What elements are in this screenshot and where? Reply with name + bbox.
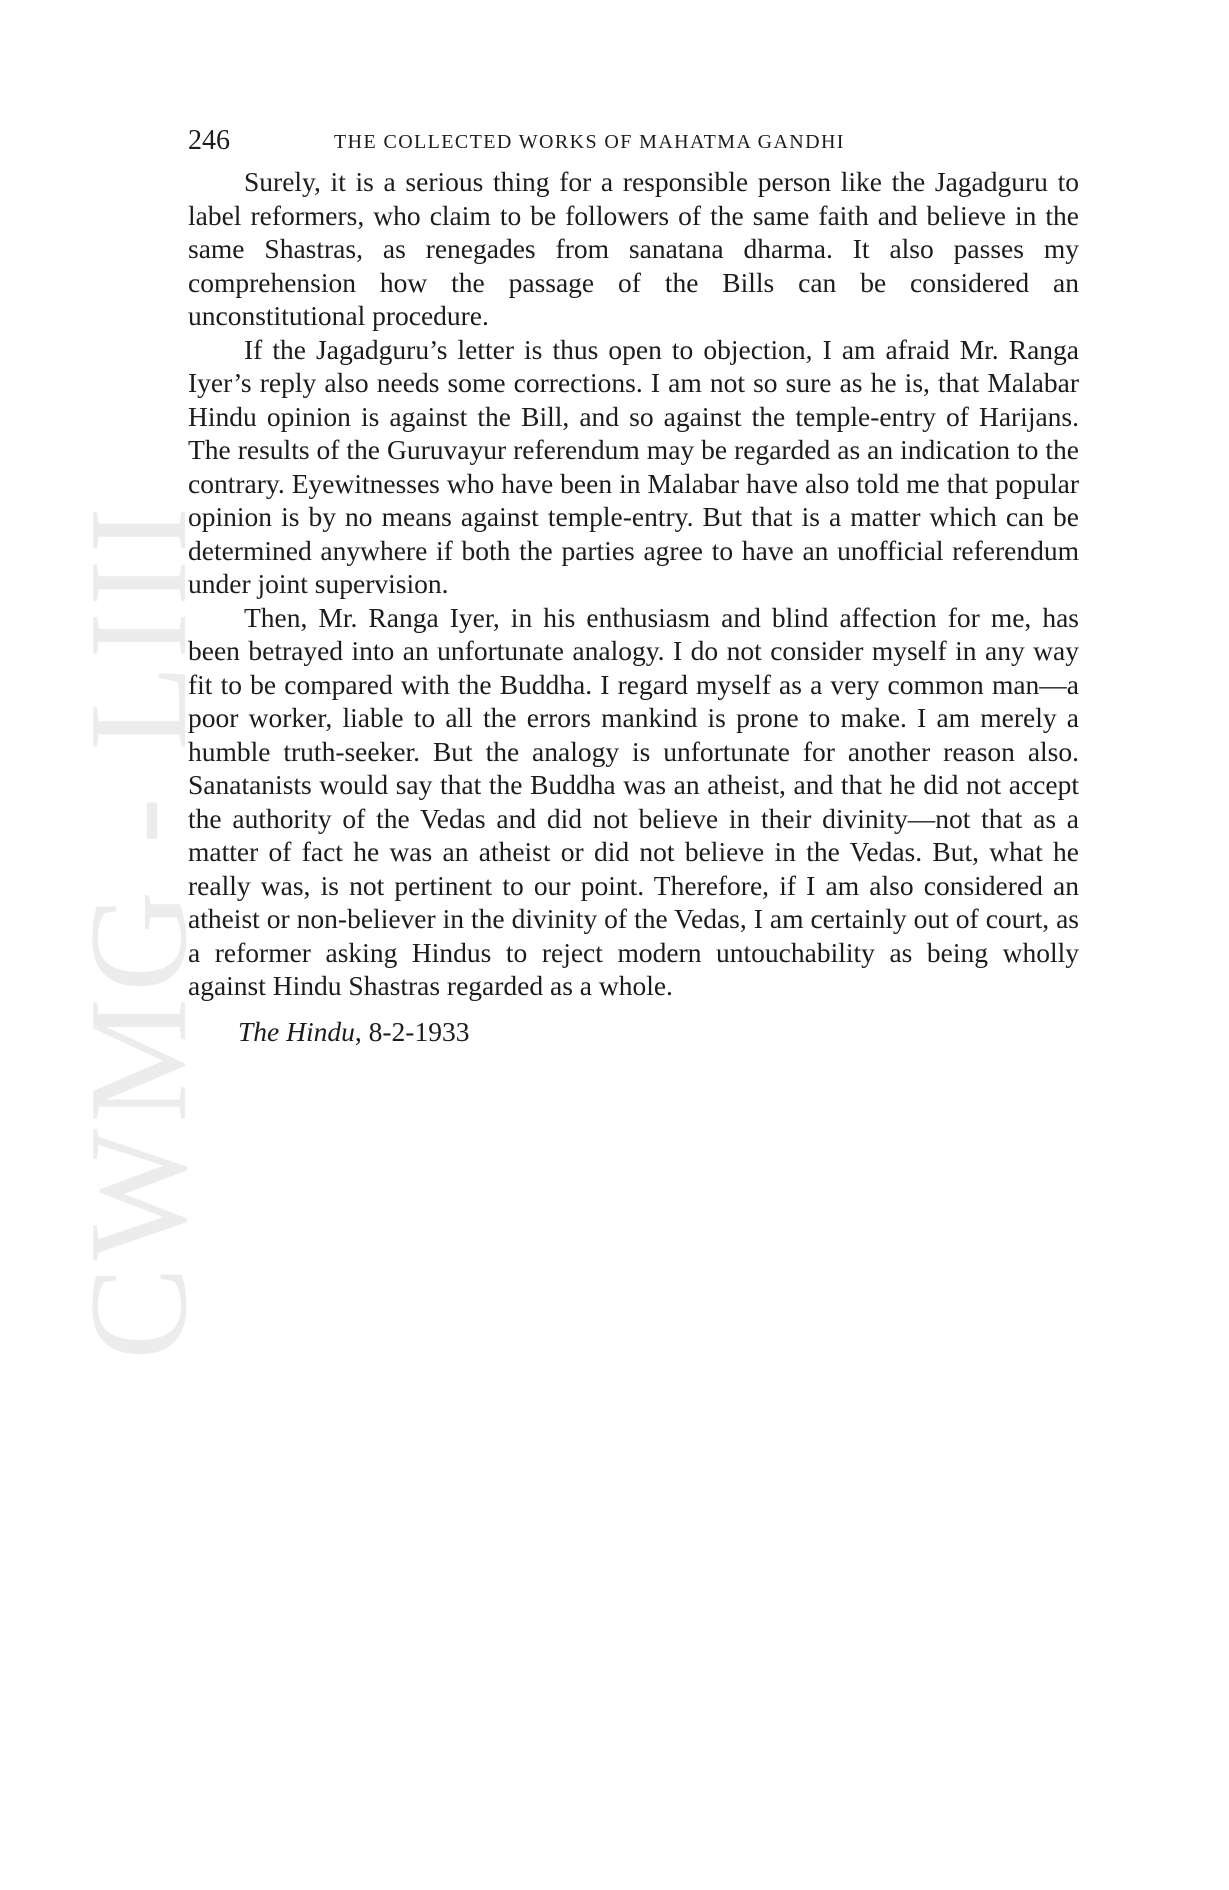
paragraph: Surely, it is a serious thing for a responsible person like the Jagadguru to label reformers, who claim to be followers of the same faith and believe in the same Shastras, as renegades from sanatana dharma. It also passes my comprehension how the passage of the Bills can be considered an unconstitutional procedure. — [188, 166, 1079, 331]
paragraph: If the Jagadguru’s letter is thus open to objection, I am afraid Mr. Ranga Iyer’s reply also needs some corrections. I am not so sure as he is, that Malabar Hindu opinion is against the Bill, and so against the temple-entry of Harijans. The results of the Guruvayur referendum may be regarded as an indication to the contrary. Eyewitnesses who have been in Malabar have also told me that popular opinion is by no means against temple-entry. But that is a matter which can be determined anywhere if both the parties agree to have an unofficial referendum under joint supervision. — [188, 333, 1079, 599]
watermark — [61, 500, 216, 1400]
watermark-text: CWMG - LIII — [61, 500, 216, 1360]
body-text — [188, 165, 1079, 1003]
header-title: THE COLLECTED WORKS OF MAHATMA GANDHI — [334, 131, 845, 153]
source-publication: The Hindu — [238, 1015, 355, 1047]
page-number: 246 — [188, 125, 230, 156]
page — [188, 125, 1079, 1048]
source-citation — [188, 1015, 1079, 1048]
paragraph: Then, Mr. Ranga Iyer, in his enthusiasm and blind affection for me, has been betrayed into an unfortunate analogy. I do not consider myself in any way fit to be compared with the Buddha. I regard myself as a very common man—a poor worker, liable to all the errors mankind is prone to make. I am merely a humble truth-seeker. But the analogy is unfortunate for another reason also. Sanatanists would say that the Buddha was an atheist, and that he did not accept the authority of the Vedas and did not believe in their divinity—not that as a matter of fact he was an atheist or did not believe in the Vedas. But, what he really was, is not pertinent to our point. Therefore, if I am also considered an atheist or non-believer in the divinity of the Vedas, I am certainly out of court, as a reformer asking Hindus to reject modern untouchability as being wholly against Hindu Shastras regarded as a whole. — [188, 601, 1079, 1001]
source-date: , 8-2-1933 — [354, 1015, 470, 1047]
running-head — [188, 125, 1079, 165]
